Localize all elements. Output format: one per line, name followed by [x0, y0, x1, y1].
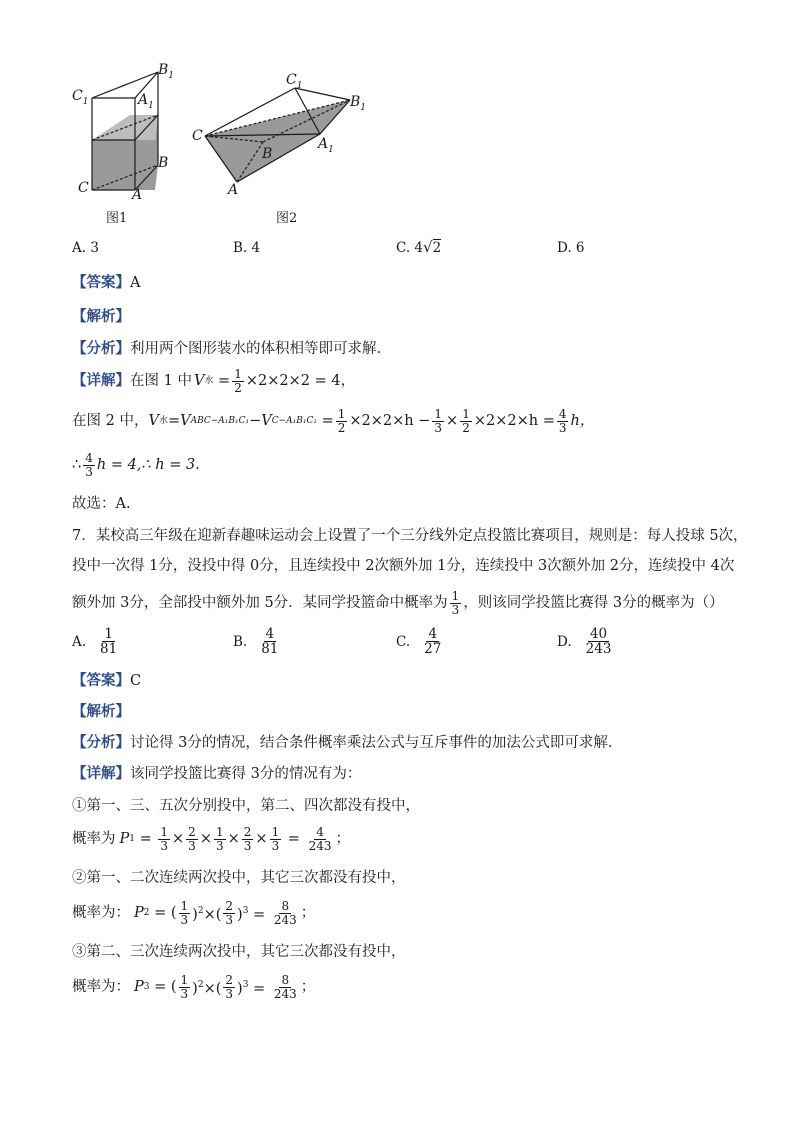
- q6-option-b[interactable]: B. 4: [233, 240, 261, 256]
- q7-answer: 【答案】C: [72, 672, 142, 689]
- q6-detail-2: 在图 2 中， V 水 =V ABC−A₁B₁C₁ −V C−A₁B₁C₁ = $\frac{1}{2}$ ×2×2×h − $\frac{1}{3}$ × $\frac{1}{2}$ ×2×2×h = $\frac{4}{3}$ h，: [72, 407, 595, 435]
- q7-fenxi: 【分析】讨论得 3分的情况，结合条件概率乘法公式与互斥事件的加法公式即可求解．: [72, 734, 623, 751]
- q7-option-b[interactable]: B. $\frac{4}{81}$: [233, 626, 279, 658]
- q7-stem-line-2: 投中一次得 1分，没投中得 0分，且连续投中 2次额外加 1分，连续投中 3次额外加 2分，连续投中 4次: [72, 558, 735, 574]
- q7-detail-intro: 【详解】该同学投篮比赛得 3分的情况有为：: [72, 765, 362, 782]
- fig2-label-a: A: [228, 182, 239, 198]
- fig2-label-c: C: [192, 128, 203, 144]
- figure-1-prism: [70, 60, 185, 200]
- fig1-label-a1: $A_1$: [138, 92, 154, 111]
- fig1-label-c: C: [78, 180, 89, 196]
- q6-detail-3: ∴ $\frac{4}{3}$ h = 4,∴ h = 3.: [72, 451, 200, 479]
- q7-option-c[interactable]: C. $\frac{4}{27}$: [396, 626, 442, 658]
- q7-case-2: ②第一、二次连续两次投中，其它三次都没有投中，: [72, 870, 406, 886]
- figure-2-prism: [195, 70, 365, 195]
- fig2-label-b1: $B_1$: [350, 94, 367, 113]
- q7-case-1: ①第一、三、五次分别投中，第二、四次都没有投中，: [72, 798, 420, 814]
- q7-case-3: ③第二、三次连续两次投中，其它三次都没有投中，: [72, 944, 406, 960]
- q7-analysis-tag: 【解析】: [72, 703, 130, 720]
- q6-option-a[interactable]: A. 3: [72, 240, 99, 256]
- q7-case-1-prob: 概率为 P 1 = $\frac{1}{3}$ × $\frac{2}{3}$ × $\frac{1}{3}$ × $\frac{2}{3}$ × $\frac{1}{3}$ = $\frac{4}{243}$ ；: [72, 825, 350, 853]
- fig1-label-c1: $C_1$: [72, 88, 89, 107]
- fig1-label-b1: $B_1$: [158, 62, 175, 81]
- q7-stem-line-3: 额外加 3分，全部投中额外加 5分．某同学投篮命中概率为 $\frac{1}{3}$ ，则该同学投篮比赛得 3分的概率为（）: [72, 589, 724, 617]
- q6-fenxi: 【分析】利用两个图形装水的体积相等即可求解.: [72, 340, 382, 357]
- water-front-face: [92, 140, 155, 190]
- fig2-label-c1: $C_1$: [286, 72, 303, 91]
- fig1-caption: 图1: [106, 211, 128, 226]
- fig1-label-a: A: [132, 187, 143, 203]
- q7-option-a[interactable]: A. $\frac{1}{81}$: [72, 626, 118, 658]
- q7-case-2-prob: 概率为： P 2 = ( $\frac{1}{3}$ )$^2$×( $\frac{2}{3}$ )$^3$ = $\frac{8}{243}$ ；: [72, 899, 316, 927]
- fig2-caption: 图2: [276, 211, 298, 226]
- q6-analysis-tag: 【解析】: [72, 308, 130, 325]
- fig1-label-b: B: [158, 155, 169, 171]
- q6-conclusion: 故选：A.: [72, 496, 131, 512]
- q6-detail-1: 【详解】 在图 1 中 V 水 = $\frac{1}{2}$ ×2×2×2 = 4，: [72, 367, 356, 395]
- q6-answer: 【答案】A: [72, 274, 141, 291]
- q7-option-d[interactable]: D. $\frac{40}{243}$: [557, 626, 612, 658]
- q7-stem-line-1: 7．某校高三年级在迎新春趣味运动会上设置了一个三分线外定点投篮比赛项目，规则是：每人投球 5次，: [72, 528, 748, 544]
- q7-case-3-prob: 概率为： P 3 = ( $\frac{1}{3}$ )$^2$×( $\frac{2}{3}$ )$^3$ = $\frac{8}{243}$ ；: [72, 973, 316, 1001]
- q6-option-c[interactable]: C. 4√2: [396, 238, 442, 256]
- fig2-label-b: B: [262, 146, 273, 162]
- q6-option-d[interactable]: D. 6: [557, 240, 585, 256]
- fig2-label-a1: $A_1$: [318, 136, 334, 155]
